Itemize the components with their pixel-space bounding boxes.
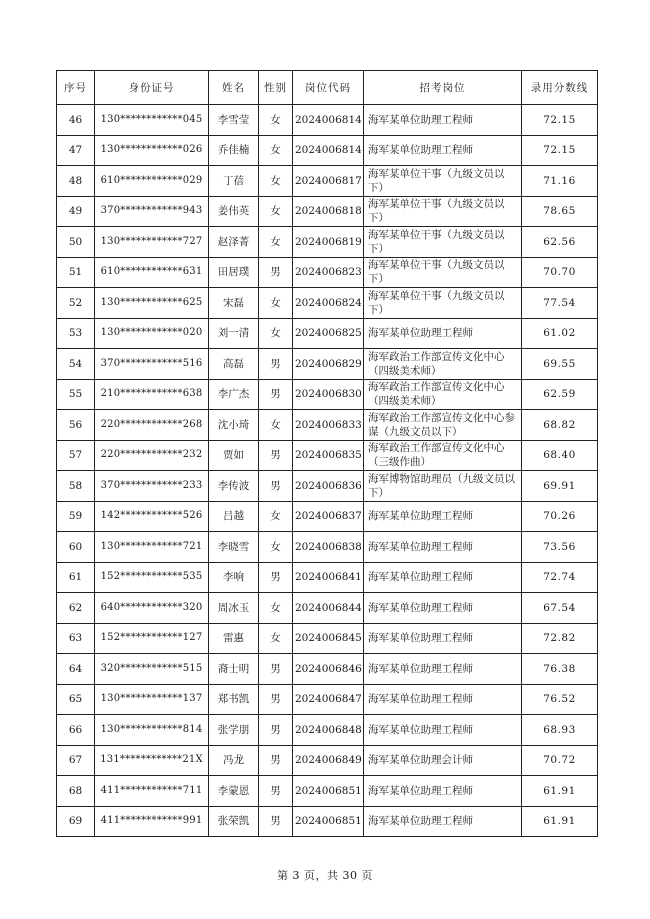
gender: 男 <box>259 471 293 502</box>
gender: 女 <box>259 410 293 441</box>
row-index: 58 <box>57 471 95 502</box>
position-title: 海军某单位助理工程师 <box>364 105 522 136</box>
row-index: 63 <box>57 623 95 654</box>
table-row <box>57 379 598 410</box>
gender: 女 <box>259 318 293 349</box>
row-index: 53 <box>57 318 95 349</box>
score: 62.59 <box>522 379 598 410</box>
person-name: 李传波 <box>209 471 259 502</box>
row-index: 59 <box>57 501 95 532</box>
position-code: 2024006847 <box>293 684 364 715</box>
row-index: 51 <box>57 257 95 288</box>
row-index: 54 <box>57 349 95 380</box>
score: 62.56 <box>522 227 598 258</box>
id-number: 320************515 <box>95 654 209 685</box>
position-code: 2024006833 <box>293 410 364 441</box>
score: 72.74 <box>522 562 598 593</box>
score: 67.54 <box>522 593 598 624</box>
score: 78.65 <box>522 196 598 227</box>
person-name: 李响 <box>209 562 259 593</box>
gender: 男 <box>259 379 293 410</box>
gender: 男 <box>259 745 293 776</box>
id-number: 130************814 <box>95 715 209 746</box>
table-row <box>57 806 598 837</box>
position-title: 海军政治工作部宣传文化中心参谋（九级文员以下） <box>364 410 522 441</box>
score: 73.56 <box>522 532 598 563</box>
gender: 女 <box>259 623 293 654</box>
row-index: 48 <box>57 166 95 197</box>
position-title: 海军某单位助理工程师 <box>364 593 522 624</box>
score: 76.38 <box>522 654 598 685</box>
position-title: 海军某单位干事（九级文员以下） <box>364 166 522 197</box>
gender: 女 <box>259 288 293 319</box>
position-title: 海军某单位干事（九级文员以下） <box>364 257 522 288</box>
id-number: 152************127 <box>95 623 209 654</box>
position-title: 海军某单位助理工程师 <box>364 806 522 837</box>
person-name: 赵泽菁 <box>209 227 259 258</box>
gender: 男 <box>259 349 293 380</box>
position-code: 2024006817 <box>293 166 364 197</box>
position-title: 海军某单位助理会计师 <box>364 745 522 776</box>
table-row <box>57 623 598 654</box>
person-name: 李雪莹 <box>209 105 259 136</box>
id-number: 130************137 <box>95 684 209 715</box>
table-row <box>57 166 598 197</box>
person-name: 裔士明 <box>209 654 259 685</box>
person-name: 贾如 <box>209 440 259 471</box>
row-index: 60 <box>57 532 95 563</box>
position-code: 2024006819 <box>293 227 364 258</box>
row-index: 65 <box>57 684 95 715</box>
id-number: 142************526 <box>95 501 209 532</box>
gender: 女 <box>259 501 293 532</box>
table-row <box>57 715 598 746</box>
position-title: 海军某单位助理工程师 <box>364 501 522 532</box>
position-code: 2024006838 <box>293 532 364 563</box>
person-name: 张学朋 <box>209 715 259 746</box>
header-name: 姓名 <box>209 71 259 105</box>
score: 76.52 <box>522 684 598 715</box>
header-id-number: 身份证号 <box>95 71 209 105</box>
person-name: 乔佳楠 <box>209 135 259 166</box>
position-title: 海军某单位助理工程师 <box>364 776 522 807</box>
gender: 男 <box>259 654 293 685</box>
person-name: 宋磊 <box>209 288 259 319</box>
table-row <box>57 318 598 349</box>
person-name: 李蒙恩 <box>209 776 259 807</box>
results-table <box>56 70 598 837</box>
table-row <box>57 745 598 776</box>
score: 69.55 <box>522 349 598 380</box>
position-title: 海军博物馆助理员（九级文员以下） <box>364 471 522 502</box>
table-row <box>57 471 598 502</box>
score: 61.91 <box>522 776 598 807</box>
gender: 女 <box>259 227 293 258</box>
position-title: 海军某单位助理工程师 <box>364 562 522 593</box>
position-title: 海军某单位助理工程师 <box>364 532 522 563</box>
position-code: 2024006824 <box>293 288 364 319</box>
position-title: 海军某单位干事（九级文员以下） <box>364 227 522 258</box>
person-name: 雷惠 <box>209 623 259 654</box>
header-score: 录用分数线 <box>522 71 598 105</box>
id-number: 370************233 <box>95 471 209 502</box>
score: 77.54 <box>522 288 598 319</box>
table-row <box>57 105 598 136</box>
position-code: 2024006823 <box>293 257 364 288</box>
row-index: 67 <box>57 745 95 776</box>
gender: 男 <box>259 562 293 593</box>
table-row <box>57 196 598 227</box>
table-row <box>57 684 598 715</box>
row-index: 68 <box>57 776 95 807</box>
id-number: 130************727 <box>95 227 209 258</box>
header-gender: 性别 <box>259 71 293 105</box>
position-title: 海军某单位助理工程师 <box>364 654 522 685</box>
position-code: 2024006837 <box>293 501 364 532</box>
position-title: 海军某单位干事（九级文员以下） <box>364 288 522 319</box>
position-code: 2024006814 <box>293 105 364 136</box>
gender: 男 <box>259 440 293 471</box>
header-position-code: 岗位代码 <box>293 71 364 105</box>
position-code: 2024006844 <box>293 593 364 624</box>
position-code: 2024006845 <box>293 623 364 654</box>
person-name: 冯龙 <box>209 745 259 776</box>
table-row <box>57 288 598 319</box>
score: 72.82 <box>522 623 598 654</box>
gender: 男 <box>259 257 293 288</box>
position-title: 海军政治工作部宣传文化中心（四级美术师） <box>364 349 522 380</box>
position-title: 海军某单位干事（九级文员以下） <box>364 196 522 227</box>
person-name: 李广杰 <box>209 379 259 410</box>
id-number: 152************535 <box>95 562 209 593</box>
gender: 女 <box>259 166 293 197</box>
person-name: 郑书凯 <box>209 684 259 715</box>
table-row <box>57 227 598 258</box>
id-number: 640************320 <box>95 593 209 624</box>
table-row <box>57 501 598 532</box>
gender: 男 <box>259 715 293 746</box>
score: 69.91 <box>522 471 598 502</box>
person-name: 张荣凯 <box>209 806 259 837</box>
person-name: 丁蓓 <box>209 166 259 197</box>
score: 68.40 <box>522 440 598 471</box>
position-code: 2024006848 <box>293 715 364 746</box>
score: 68.93 <box>522 715 598 746</box>
gender: 男 <box>259 684 293 715</box>
id-number: 370************516 <box>95 349 209 380</box>
score: 72.15 <box>522 105 598 136</box>
position-code: 2024006846 <box>293 654 364 685</box>
table-row <box>57 440 598 471</box>
person-name: 高磊 <box>209 349 259 380</box>
score: 61.91 <box>522 806 598 837</box>
id-number: 610************631 <box>95 257 209 288</box>
id-number: 130************020 <box>95 318 209 349</box>
position-title: 海军政治工作部宣传文化中心（四级美术师） <box>364 379 522 410</box>
header-position: 招考岗位 <box>364 71 522 105</box>
row-index: 47 <box>57 135 95 166</box>
position-code: 2024006835 <box>293 440 364 471</box>
position-title: 海军某单位助理工程师 <box>364 623 522 654</box>
gender: 男 <box>259 806 293 837</box>
id-number: 130************625 <box>95 288 209 319</box>
id-number: 220************232 <box>95 440 209 471</box>
id-number: 210************638 <box>95 379 209 410</box>
row-index: 62 <box>57 593 95 624</box>
id-number: 411************711 <box>95 776 209 807</box>
position-title: 海军某单位助理工程师 <box>364 715 522 746</box>
position-code: 2024006851 <box>293 806 364 837</box>
id-number: 411************991 <box>95 806 209 837</box>
gender: 女 <box>259 532 293 563</box>
table-row <box>57 532 598 563</box>
table-header-row <box>57 71 598 105</box>
person-name: 周冰玉 <box>209 593 259 624</box>
row-index: 55 <box>57 379 95 410</box>
id-number: 130************721 <box>95 532 209 563</box>
position-code: 2024006836 <box>293 471 364 502</box>
table-row <box>57 410 598 441</box>
score: 70.72 <box>522 745 598 776</box>
gender: 女 <box>259 135 293 166</box>
gender: 女 <box>259 196 293 227</box>
table-row <box>57 257 598 288</box>
row-index: 49 <box>57 196 95 227</box>
row-index: 52 <box>57 288 95 319</box>
row-index: 66 <box>57 715 95 746</box>
person-name: 刘一清 <box>209 318 259 349</box>
position-code: 2024006825 <box>293 318 364 349</box>
person-name: 吕越 <box>209 501 259 532</box>
row-index: 46 <box>57 105 95 136</box>
person-name: 李晓雪 <box>209 532 259 563</box>
table-row <box>57 654 598 685</box>
position-code: 2024006849 <box>293 745 364 776</box>
id-number: 220************268 <box>95 410 209 441</box>
score: 72.15 <box>522 135 598 166</box>
page-number: 第 3 页，共 30 页 <box>277 869 373 882</box>
person-name: 姜伟英 <box>209 196 259 227</box>
row-index: 57 <box>57 440 95 471</box>
person-name: 田居璞 <box>209 257 259 288</box>
score: 70.26 <box>522 501 598 532</box>
id-number: 130************045 <box>95 105 209 136</box>
person-name: 沈小琦 <box>209 410 259 441</box>
table-row <box>57 135 598 166</box>
score: 68.82 <box>522 410 598 441</box>
table-row <box>57 776 598 807</box>
id-number: 610************029 <box>95 166 209 197</box>
header-index: 序号 <box>57 71 95 105</box>
score: 61.02 <box>522 318 598 349</box>
position-title: 海军政治工作部宣传文化中心（三级作曲） <box>364 440 522 471</box>
position-code: 2024006841 <box>293 562 364 593</box>
score: 71.16 <box>522 166 598 197</box>
position-code: 2024006830 <box>293 379 364 410</box>
position-code: 2024006851 <box>293 776 364 807</box>
position-title: 海军某单位助理工程师 <box>364 318 522 349</box>
row-index: 50 <box>57 227 95 258</box>
score: 70.70 <box>522 257 598 288</box>
gender: 女 <box>259 105 293 136</box>
position-code: 2024006814 <box>293 135 364 166</box>
row-index: 56 <box>57 410 95 441</box>
gender: 女 <box>259 593 293 624</box>
row-index: 64 <box>57 654 95 685</box>
gender: 男 <box>259 776 293 807</box>
position-code: 2024006829 <box>293 349 364 380</box>
id-number: 130************026 <box>95 135 209 166</box>
row-index: 61 <box>57 562 95 593</box>
position-title: 海军某单位助理工程师 <box>364 135 522 166</box>
table-row <box>57 593 598 624</box>
table-row <box>57 562 598 593</box>
position-title: 海军某单位助理工程师 <box>364 684 522 715</box>
row-index: 69 <box>57 806 95 837</box>
id-number: 370************943 <box>95 196 209 227</box>
position-code: 2024006818 <box>293 196 364 227</box>
id-number: 131************21X <box>95 745 209 776</box>
table-row <box>57 349 598 380</box>
